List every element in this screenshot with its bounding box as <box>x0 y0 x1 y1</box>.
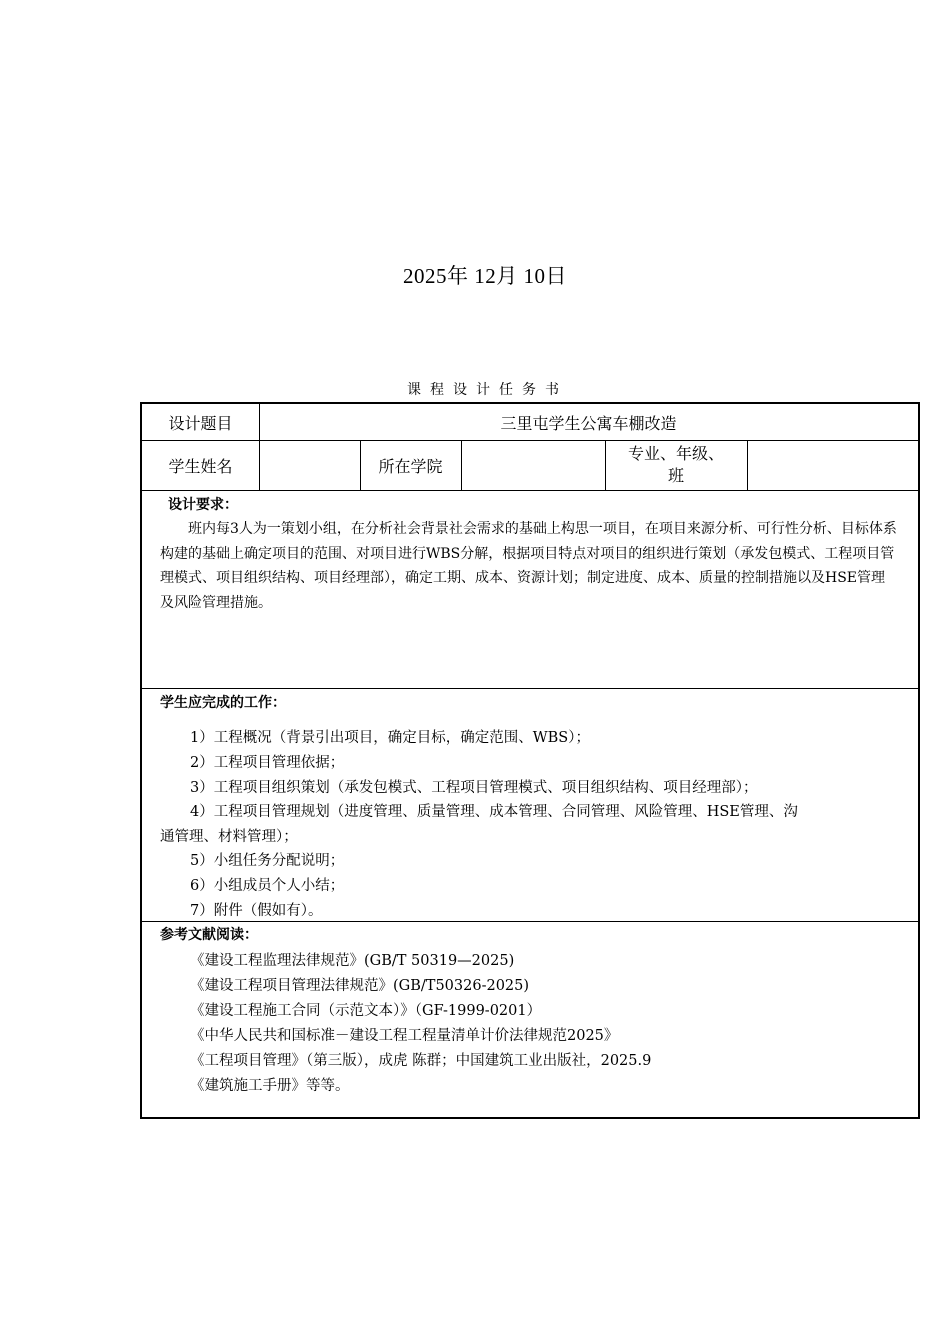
references-heading: 参考文献阅读： <box>160 927 258 943</box>
design-title-value: 三里屯学生公寓车棚改造 <box>500 413 677 433</box>
references-section <box>142 921 918 1117</box>
student-info-row <box>142 440 918 491</box>
major-grade-class-field <box>748 440 918 490</box>
task-item: 7）附件（假如有）。 <box>190 903 323 919</box>
student-name-label: 学生姓名 <box>142 440 260 490</box>
requirements-heading: 设计要求： <box>168 497 238 513</box>
task-item: 6）小组成员个人小结； <box>190 878 345 894</box>
college-label: 所在学院 <box>360 440 462 490</box>
reference-item: 《建设工程项目管理法律规范》(GB/T50326-2025) <box>190 978 530 994</box>
student-name-field <box>259 440 361 490</box>
form-caption: 课程设计任务书 <box>407 382 568 398</box>
task-item: 通管理、材料管理）； <box>160 829 298 845</box>
college-field <box>461 440 606 490</box>
requirements-section <box>142 490 918 689</box>
task-item: 4）工程项目管理规划（进度管理、质量管理、成本管理、合同管理、风险管理、HSE管理、沟 <box>190 804 798 820</box>
task-item: 3）工程项目组织策划（承发包模式、工程项目管理模式、项目组织结构、项目经理部）； <box>190 780 758 796</box>
reference-item: 《中华人民共和国标准－建设工程工程量清单计价法律规范2025》 <box>190 1028 619 1044</box>
task-item: 2）工程项目管理依据； <box>190 755 345 771</box>
title-row <box>142 404 918 441</box>
tasks-heading: 学生应完成的工作： <box>160 695 286 711</box>
task-item: 1）工程概况（背景引出项目，确定目标，确定范围、WBS）； <box>190 730 590 746</box>
tasks-section <box>142 688 918 922</box>
assignment-form-table <box>140 402 920 1119</box>
design-title-label: 设计题目 <box>142 404 260 440</box>
document-date: 2025年 12月 10日 <box>403 264 567 288</box>
reference-item: 《建筑施工手册》等等。 <box>190 1078 350 1094</box>
task-item: 5）小组任务分配说明； <box>190 853 345 869</box>
reference-item: 《建设工程监理法律规范》(GB/T 50319—2025) <box>190 953 515 969</box>
major-grade-class-label: 专业、年级、班 <box>605 440 748 490</box>
requirements-text: 班内每3人为一策划小组，在分析社会背景社会需求的基础上构思一项目，在项目来源分析、可行性分析、目标体系构建的基础上确定项目的范围、对项目进行WBS分解，根据项目特点对项目的组织进行策划（承发包模式、工程项目管理模式、项目组织结构、项目经理部），确定工期、成本、资源计划；制定进度、成本、质量的控制措施以及HSE管理及风险管理措施。 <box>160 521 897 611</box>
reference-item: 《建设工程施工合同（示范文本）》（GF-1999-0201） <box>190 1003 542 1019</box>
reference-item: 《工程项目管理》（第三版），成虎 陈群；中国建筑工业出版社，2025.9 <box>190 1053 652 1069</box>
